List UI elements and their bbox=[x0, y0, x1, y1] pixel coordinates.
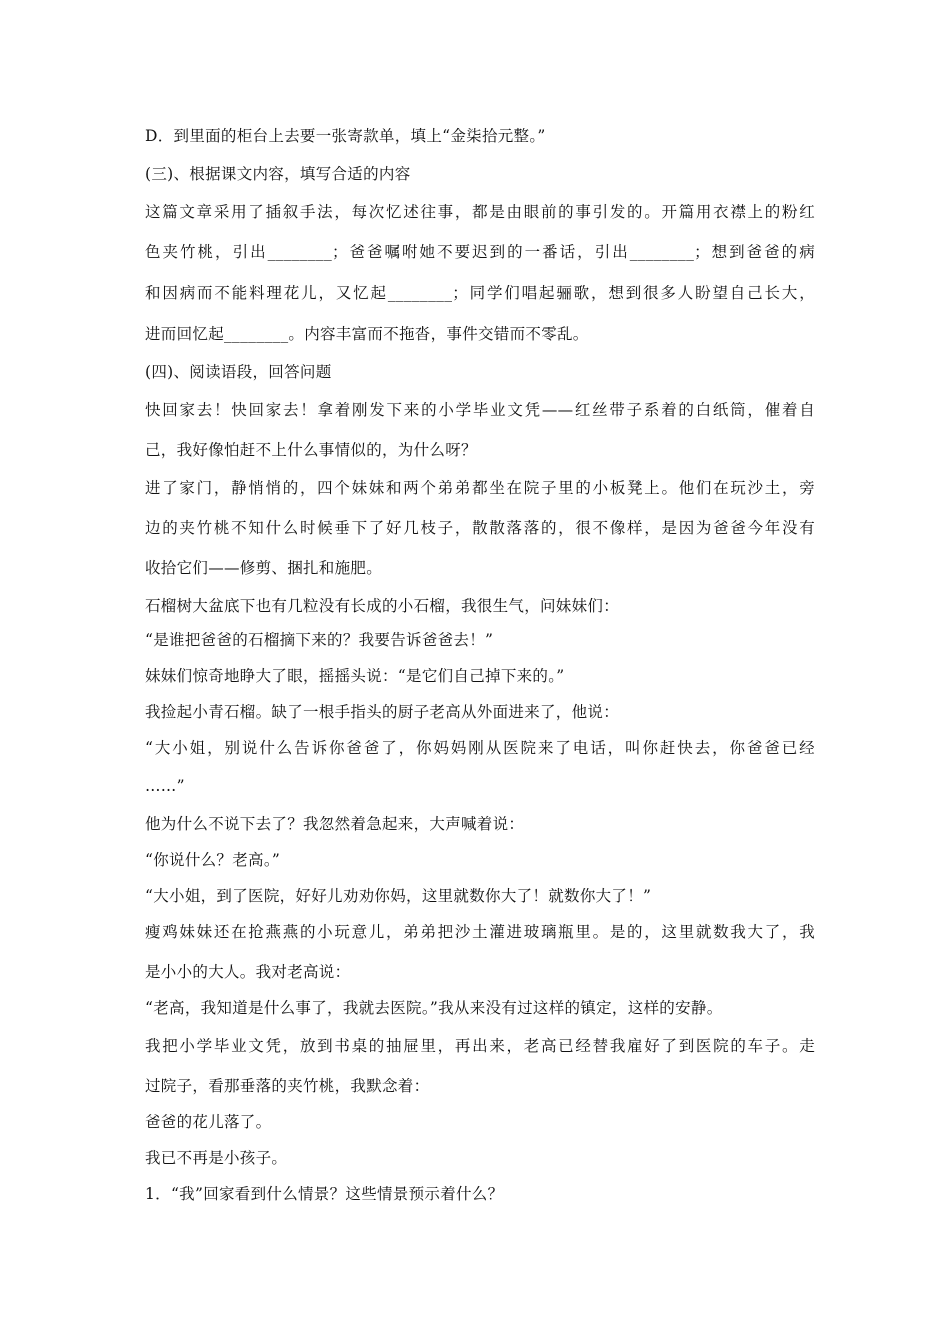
text-line: 我捡起小青石榴。缺了一根手指头的厨子老高从外面进来了，他说： bbox=[145, 703, 620, 721]
text-line: 爸爸的花儿落了。 bbox=[145, 1113, 272, 1131]
text-line: 石榴树大盆底下也有几粒没有长成的小石榴，我很生气，问妹妹们： bbox=[145, 597, 620, 615]
text-line: 这篇文章采用了插叙手法，每次忆述往事，都是由眼前的事引发的。开篇用衣襟上的粉红 bbox=[145, 203, 815, 221]
quote-line: ……” bbox=[145, 777, 185, 795]
quote-line: “老高，我知道是什么事了，我就去医院。”我从来没有过这样的镇定，这样的安静。 bbox=[145, 999, 723, 1017]
quote-line: “大小姐，别说什么告诉你爸爸了，你妈妈刚从医院来了电话，叫你赶快去，你爸爸已经 bbox=[145, 739, 815, 757]
option-d: D．到里面的柜台上去要一张寄款单，填上“金柒拾元整。” bbox=[145, 127, 546, 145]
text-line: 和因病而不能料理花儿，又忆起________；同学们唱起骊歌，想到很多人盼望自己长大， bbox=[145, 284, 815, 302]
text-line: 瘦鸡妹妹还在抢燕燕的小玩意儿，弟弟把沙土灌进玻璃瓶里。是的，这里就数我大了，我 bbox=[145, 923, 815, 941]
text-line: 我把小学毕业文凭，放到书桌的抽屉里，再出来，老高已经替我雇好了到医院的车子。走 bbox=[145, 1037, 815, 1055]
text-line: 快回家去！快回家去！拿着刚发下来的小学毕业文凭——红丝带子系着的白纸筒，催着自 bbox=[145, 401, 815, 419]
text-line: 色夹竹桃，引出________；爸爸嘱咐她不要迟到的一番话，引出________；想到爸爸的病 bbox=[145, 243, 815, 261]
text-line: 进了家门，静悄悄的，四个妹妹和两个弟弟都坐在院子里的小板凳上。他们在玩沙土，旁 bbox=[145, 479, 815, 497]
text-line: 是小小的大人。我对老高说： bbox=[145, 963, 351, 981]
text-line: 我已不再是小孩子。 bbox=[145, 1149, 288, 1167]
quote-line: “是谁把爸爸的石榴摘下来的？我要告诉爸爸去！” bbox=[145, 631, 494, 649]
section-heading-4: (四)、阅读语段，回答问题 bbox=[145, 363, 332, 381]
quote-line: “大小姐，到了医院，好好儿劝劝你妈，这里就数你大了！就数你大了！” bbox=[145, 887, 652, 905]
text-line: 收拾它们——修剪、捆扎和施肥。 bbox=[145, 559, 383, 577]
section-heading-3: (三)、根据课文内容，填写合适的内容 bbox=[145, 165, 411, 183]
text-line: 己，我好像怕赶不上什么事情似的，为什么呀？ bbox=[145, 441, 477, 459]
text-line: 边的夹竹桃不知什么时候垂下了好几枝子，散散落落的，很不像样，是因为爸爸今年没有 bbox=[145, 519, 815, 537]
question-1: 1．“我”回家看到什么情景？这些情景预示着什么？ bbox=[145, 1185, 504, 1203]
text-line: 他为什么不说下去了？我忽然着急起来，大声喊着说： bbox=[145, 815, 525, 833]
text-line: 妹妹们惊奇地睁大了眼，摇摇头说：“是它们自己掉下来的。” bbox=[145, 667, 565, 685]
quote-line: “你说什么？老高。” bbox=[145, 851, 281, 869]
text-line: 过院子，看那垂落的夹竹桃，我默念着： bbox=[145, 1077, 430, 1095]
text-line: 进而回忆起________。内容丰富而不拖沓，事件交错而不零乱。 bbox=[145, 325, 589, 343]
